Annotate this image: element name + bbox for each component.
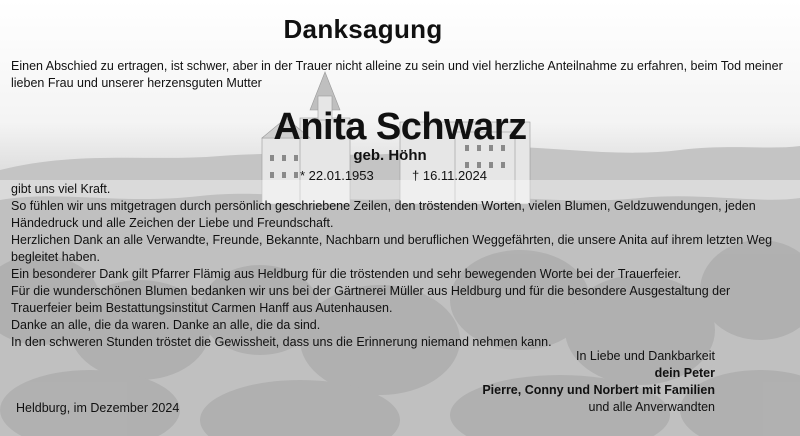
body-line: In den schweren Stunden tröstet die Gewissheit, dass uns die Erinnerung niemand nehmen kann. <box>11 335 552 349</box>
body-line: Für die wunderschönen Blumen bedanken wir uns bei der Gärtnerei Müller aus Heldburg und für die besondere Ausgestaltung der <box>11 284 731 298</box>
signoff-spouse: dein Peter <box>654 366 715 380</box>
birth-name: geb. Höhn <box>353 147 427 164</box>
body-line: Herzlichen Dank an alle Verwandte, Freunde, Bekannte, Nachbarn und beruflichen Weggefährten, die unsere Anita auf ihrem letzten Weg <box>11 233 773 247</box>
signoff-relatives: und alle Anverwandten <box>588 400 715 414</box>
main-text <box>11 181 772 351</box>
body-line: Danke an alle, die da waren. Danke an alle, die da sind. <box>11 318 321 332</box>
signoff-family: Pierre, Conny und Norbert mit Familien <box>482 383 715 397</box>
body-line: So fühlen wir uns mitgetragen durch persönlich geschriebene Zeilen, den tröstenden Worten, vielen Blumen, Geldzuwendungen, jeden <box>11 199 756 213</box>
intro-line: lieben Frau und unserer herzensguten Mutter <box>11 76 262 90</box>
signoff <box>482 348 715 416</box>
body-line: begleitet haben. <box>11 250 100 264</box>
body-line: gibt uns viel Kraft. <box>11 182 111 196</box>
intro-text <box>11 58 783 92</box>
death-date: † 16.11.2024 <box>412 168 487 183</box>
body-line: Ein besonderer Dank gilt Pfarrer Flämig aus Heldburg für die tröstenden und sehr bewegenden Worte bei der Trauerfeier. <box>11 267 682 281</box>
intro-line: Einen Abschied zu ertragen, ist schwer, aber in der Trauer nicht alleine zu sein und viel herzliche Anteilnahme zu erfahren, beim Tod meiner <box>11 59 783 73</box>
body-line: Händedruck und alle Zeichen der Liebe und Freundschaft. <box>11 216 334 230</box>
page-title: Danksagung <box>283 14 443 44</box>
signoff-line: In Liebe und Dankbarkeit <box>576 349 715 363</box>
deceased-name: Anita Schwarz <box>273 106 527 148</box>
place-date: Heldburg, im Dezember 2024 <box>16 401 180 415</box>
body-line: Trauerfeier beim Bestattungsinstitut Carmen Hanff aus Autenhausen. <box>11 301 393 315</box>
birth-date: * 22.01.1953 <box>300 168 374 183</box>
